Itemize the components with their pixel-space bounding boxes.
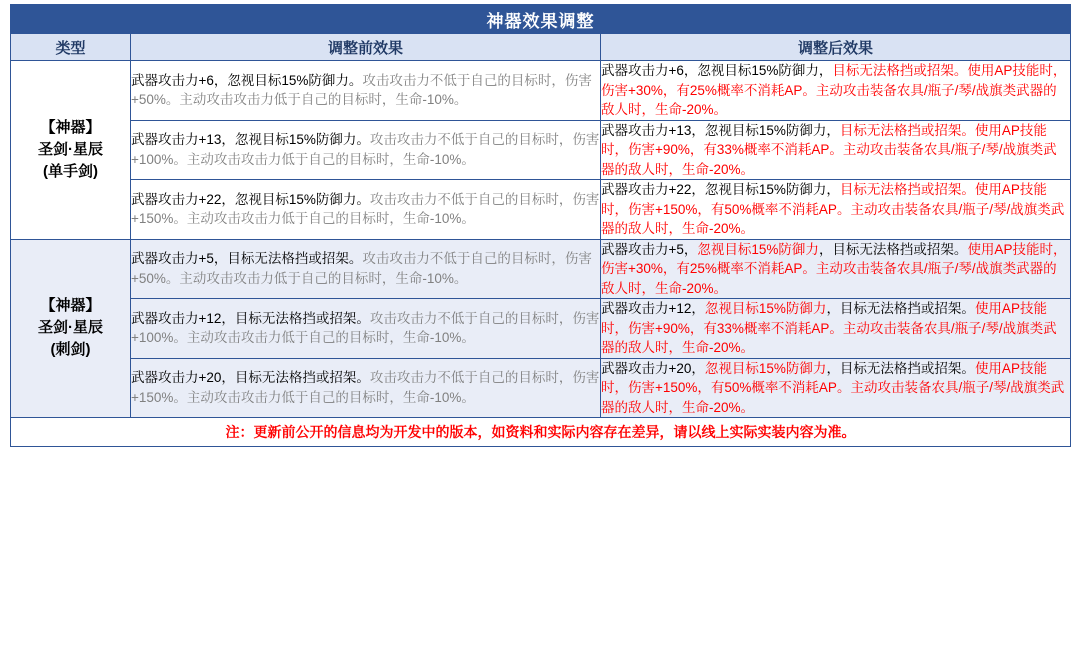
table-row — [11, 61, 1071, 121]
table-row — [11, 180, 1071, 240]
effect-after-cell — [601, 299, 1071, 359]
effect-after-cell — [601, 120, 1071, 180]
footer-row — [11, 418, 1071, 447]
effect-before-cell-segment: 攻击攻击力不低于自己的目标时，伤害+100%。主动攻击攻击力低于自己的目标时，生命-10%。 — [131, 310, 600, 346]
header-after: 调整后效果 — [601, 34, 1071, 61]
effect-before-cell — [131, 61, 601, 121]
table-row — [11, 358, 1071, 418]
effect-after-cell-segment: 武器攻击力+20， — [601, 360, 705, 376]
effect-before-cell-segment: 武器攻击力+12，目标无法格挡或招架。 — [131, 310, 370, 326]
category-line: 圣剑·星辰 — [38, 319, 103, 337]
effect-before-cell-segment: 攻击攻击力不低于自己的目标时，伤害+50%。主动攻击攻击力低于自己的目标时，生命-10%。 — [131, 251, 592, 286]
effect-before-cell — [131, 239, 601, 299]
category-line: 【神器】 — [40, 297, 101, 315]
page-title: 神器效果调整 — [11, 5, 1071, 34]
effect-before-cell-segment: 攻击攻击力不低于自己的目标时，伤害+100%。主动攻击攻击力低于自己的目标时，生命-10%。 — [131, 132, 600, 167]
effect-after-cell-segment: 忽视目标15%防御力 — [704, 301, 827, 316]
effect-before-cell-segment: 武器攻击力+6，忽视目标15%防御力。 — [131, 72, 363, 88]
effect-after-cell-segment: 使用AP技能时，伤害+30%，有25%概率不消耗AP。主动攻击装备农具/瓶子/琴/战旗类武器的敌人时，生命-20%。 — [601, 241, 1067, 296]
effect-after-cell-segment: 武器攻击力+22，忽视目标15%防御力， — [601, 182, 840, 197]
category-line: 【神器】 — [40, 118, 101, 136]
table-row — [11, 120, 1071, 180]
effect-before-cell-segment: 攻击攻击力不低于自己的目标时，伤害+150%。主动攻击攻击力低于自己的目标时，生命-10%。 — [131, 370, 600, 405]
effect-before-cell-segment: 武器攻击力+20，目标无法格挡或招架。 — [131, 370, 370, 386]
effect-after-cell-segment: 忽视目标15%防御力 — [704, 360, 827, 376]
table-body — [11, 5, 1071, 447]
effect-after-cell-segment: 使用AP技能时，伤害+90%，有33%概率不消耗AP。主动攻击装备农具/瓶子/琴/战旗类武器的敌人时，生命-20%。 — [601, 301, 1057, 355]
effect-after-cell-segment: 忽视目标15%防御力 — [697, 241, 819, 257]
effect-before-cell-segment: 武器攻击力+13，忽视目标15%防御力。 — [131, 132, 370, 148]
table-row — [11, 239, 1071, 299]
effect-after-cell — [601, 180, 1071, 240]
category-line: 圣剑·星辰 — [38, 140, 103, 158]
title-row — [11, 5, 1071, 34]
effect-before-cell — [131, 120, 601, 180]
effect-after-cell-segment: ，目标无法格挡或招架。 — [826, 301, 975, 316]
table-row — [11, 299, 1071, 359]
effect-after-cell-segment: 武器攻击力+13，忽视目标15%防御力， — [601, 122, 840, 138]
effect-after-cell-segment: 目标无法格挡或招架。使用AP技能时，伤害+30%，有25%概率不消耗AP。主动攻击装备农具/瓶子/琴/战旗类武器的敌人时，生命-20%。 — [601, 63, 1067, 117]
effect-before-cell — [131, 299, 601, 359]
category-line: (刺剑) — [50, 341, 91, 359]
effect-after-cell — [601, 358, 1071, 418]
effect-before-cell-segment: 武器攻击力+22，忽视目标15%防御力。 — [131, 191, 370, 207]
category-cell — [11, 61, 131, 240]
effect-after-cell-segment: 目标无法格挡或招架。使用AP技能时，伤害+90%，有33%概率不消耗AP。主动攻击装备农具/瓶子/琴/战旗类武器的敌人时，生命-20%。 — [601, 122, 1057, 177]
effect-before-cell-segment: 武器攻击力+5，目标无法格挡或招架。 — [131, 251, 363, 267]
category-cell — [11, 239, 131, 418]
effect-after-cell-segment: 目标无法格挡或招架。使用AP技能时，伤害+150%，有50%概率不消耗AP。主动攻击装备农具/瓶子/琴/战旗类武器的敌人时，生命-20%。 — [601, 182, 1065, 236]
effect-after-cell-segment: ，目标无法格挡或招架。 — [818, 241, 968, 257]
effect-before-cell-segment: 攻击攻击力不低于自己的目标时，伤害+150%。主动攻击攻击力低于自己的目标时，生命-10%。 — [131, 191, 600, 227]
header-type: 类型 — [11, 34, 131, 61]
effect-after-cell — [601, 239, 1071, 299]
effect-after-cell-segment: 武器攻击力+5， — [601, 241, 698, 257]
footer-note: 注：更新前公开的信息均为开发中的版本，如资料和实际内容存在差异，请以线上实际实装内容为准。 — [11, 418, 1071, 447]
effect-before-cell — [131, 358, 601, 418]
effect-after-cell-segment: 使用AP技能时，伤害+150%，有50%概率不消耗AP。主动攻击装备农具/瓶子/琴/战旗类武器的敌人时，生命-20%。 — [601, 360, 1065, 415]
header-row — [11, 34, 1071, 61]
effect-before-cell — [131, 180, 601, 240]
category-line: (单手剑) — [43, 162, 98, 180]
header-before: 调整前效果 — [131, 34, 601, 61]
artifact-effect-table — [10, 4, 1071, 447]
effect-after-cell-segment: 武器攻击力+12， — [601, 301, 705, 316]
effect-after-cell-segment: ，目标无法格挡或招架。 — [826, 360, 975, 376]
effect-after-cell — [601, 61, 1071, 121]
effect-before-cell-segment: 攻击攻击力不低于自己的目标时，伤害+50%。主动攻击攻击力低于自己的目标时，生命-10%。 — [131, 72, 592, 108]
effect-after-cell-segment: 武器攻击力+6，忽视目标15%防御力， — [601, 63, 833, 78]
